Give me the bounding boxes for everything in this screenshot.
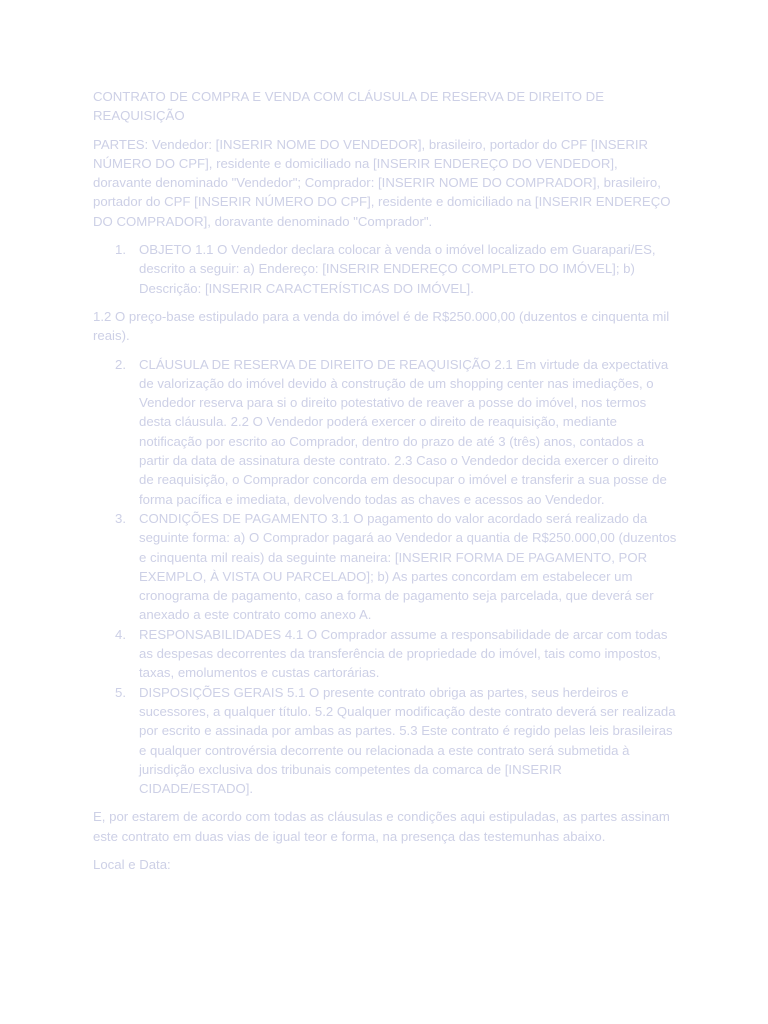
list-number: 4.	[115, 626, 126, 642]
clause-payment-text: CONDIÇÕES DE PAGAMENTO 3.1 O pagamento do valor acordado será realizado da seguinte forma: a) O Comprador pagará ao Vendedor a quantia de R$250.000,00 (duzentos e cinquenta mil reais) da seguinte maneira: [INSERIR FORMA DE PAGAMENTO, POR EXEMPLO, À VISTA OU PARCELADO]; b) As partes concordam em estabelecer um cronograma de pagamento, caso a forma de pagamento seja parcelada, que deverá ser anexado a este contrato como anexo A.	[139, 510, 677, 623]
document-title: CONTRATO DE COMPRA E VENDA COM CLÁUSULA DE RESERVA DE DIREITO DE REAQUISIÇÃO	[93, 89, 605, 124]
list-number: 5.	[115, 684, 126, 700]
clause-list-1	[93, 240, 677, 298]
clause-object-text: OBJETO 1.1 O Vendedor declara colocar à venda o imóvel localizado em Guarapari/ES, descrito a seguir: a) Endereço: [INSERIR ENDEREÇO COMPLETO DO IMÓVEL]; b) Descrição: [INSERIR CARACTERÍSTICAS DO IMÓVEL].	[139, 242, 656, 296]
document-page	[93, 87, 677, 883]
price-paragraph: 1.2 O preço-base estipulado para a venda do imóvel é de R$250.000,00 (duzentos e cinquenta mil reais).	[93, 308, 670, 344]
clause-reacquisition-text: CLÁUSULA DE RESERVA DE DIREITO DE REAQUISIÇÃO 2.1 Em virtude da expectativa de valorização do imóvel devido à construção de um shopping center nas imediações, o Vendedor reserva para si o direito potestativo de reaver a posse do imóvel, nos termos desta cláusula. 2.2 O Vendedor poderá exercer o direito de reaquisição, mediante notificação por escrito ao Comprador, dentro do prazo de até 3 (três) anos, contados a partir da data de assinatura deste contrato. 2.3 Caso o Vendedor decida exercer o direito de reaquisição, o Comprador concorda em desocupar o imóvel e transferir a sua posse de forma pacífica e imediata, devolvendo todas as chaves e acessos ao Vendedor.	[139, 356, 669, 507]
list-number: 3.	[115, 510, 126, 526]
list-number: 1.	[115, 242, 126, 258]
list-item	[115, 355, 677, 509]
list-item	[115, 509, 677, 625]
clause-list-2	[93, 355, 677, 799]
parties-paragraph: PARTES: Vendedor: [INSERIR NOME DO VENDEDOR], brasileiro, portador do CPF [INSERIR NÚMERO DO CPF], residente e domiciliado na [INSERIR ENDEREÇO DO VENDEDOR], doravante denominado "Vendedor"; Comprador: [INSERIR NOME DO COMPRADOR], brasileiro, portador do CPF [INSERIR NÚMERO DO CPF], residente e domiciliado na [INSERIR ENDEREÇO DO COMPRADOR], doravante denominado "Comprador".	[93, 136, 671, 229]
list-item	[115, 625, 677, 683]
clause-general-text: DISPOSIÇÕES GERAIS 5.1 O presente contrato obriga as partes, seus herdeiros e sucessores, a qualquer título. 5.2 Qualquer modificação deste contrato deverá ser realizada por escrito e assinada por ambas as partes. 5.3 Este contrato é regido pelas leis brasileiras e qualquer controvérsia decorrente ou relacionada a este contrato será submetida à jurisdição exclusiva dos tribunais competentes da comarca de [INSERIR CIDADE/ESTADO].	[139, 684, 676, 797]
closing-paragraph: E, por estarem de acordo com todas as cláusulas e condições aqui estipuladas, as partes assinam este contrato em duas vias de igual teor e forma, na presença das testemunhas abaixo.	[93, 809, 670, 844]
list-item	[115, 683, 677, 799]
clause-responsibilities-text: RESPONSABILIDADES 4.1 O Comprador assume a responsabilidade de arcar com todas as despesas decorrentes da transferência de propriedade do imóvel, tais como impostos, taxas, emolumentos e custas cartorárias.	[139, 626, 668, 681]
list-number: 2.	[115, 356, 126, 372]
list-item	[115, 240, 677, 298]
place-date-label: Local e Data:	[93, 856, 171, 872]
